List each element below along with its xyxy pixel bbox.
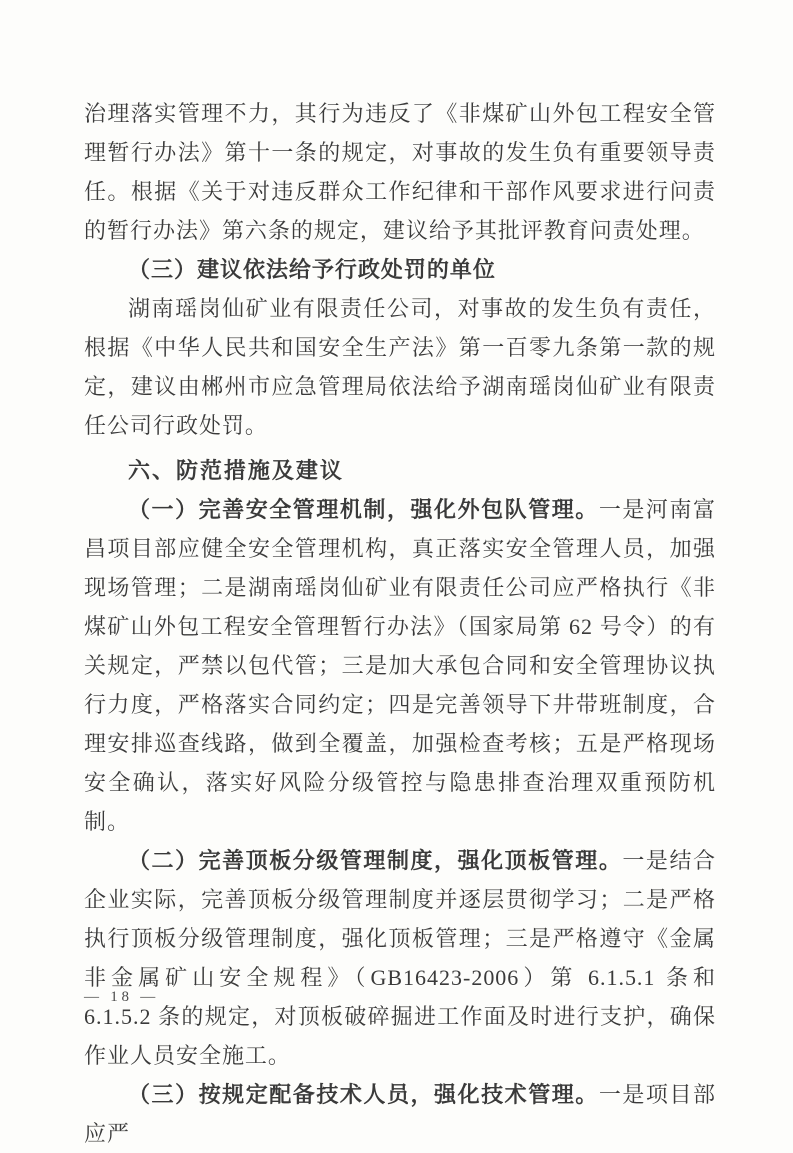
heading-penalty-unit: （三）建议依法给予行政处罚的单位 — [128, 257, 496, 282]
measure-2-lead: （二）完善顶板分级管理制度，强化顶板管理。 — [128, 848, 623, 873]
document-body — [84, 94, 716, 1153]
page-number: — 18 — — [84, 989, 159, 1005]
paragraph-measure-1 — [84, 490, 716, 841]
paragraph-penalty-unit: 湖南瑶岗仙矿业有限责任公司，对事故的发生负有责任，根据《中华人民共和国安全生产法》第一百零九条第一款的规定，建议由郴州市应急管理局依法给予湖南瑶岗仙矿业有限责任公司行政处罚。 — [84, 296, 716, 438]
paragraph-continuation: 治理落实管理不力，其行为违反了《非煤矿山外包工程安全管理暂行办法》第十一条的规定，对事故的发生负有重要领导责任。根据《关于对违反群众工作纪律和干部作风要求进行问责的暂行办法》第六条的规定，建议给予其批评教育问责处理。 — [84, 101, 716, 243]
measure-1-lead: （一）完善安全管理机制，强化外包队管理。 — [128, 497, 599, 522]
heading-chapter-six: 六、防范措施及建议 — [128, 458, 344, 483]
paragraph-measure-3 — [84, 1075, 716, 1153]
measure-1-body: 一是河南富昌项目部应健全安全管理机构，真正落实安全管理人员，加强现场管理；二是湖南瑶岗仙矿业有限责任公司应严格执行《非煤矿山外包工程安全管理暂行办法》（国家局第 62 号令）的有关规定，严禁以包代管；三是加大承包合同和安全管理协议执行力度，严格落实合同约定；四是完善领导下井带班制度，合理安排巡查线路，做到全覆盖，加强检查考核；五是严格现场安全确认，落实好风险分级管控与隐患排查治理双重预防机制。 — [84, 497, 717, 834]
measure-2-body: 一是结合企业实际，完善顶板分级管理制度并逐层贯彻学习；二是严格执行顶板分级管理制度，强化顶板管理；三是严格遵守《金属非金属矿山安全规程》（GB16423-2006）第 6.1.5.1 条和 6.1.5.2 条的规定，对顶板破碎掘进工作面及时进行支护，确保作业人员安全施工。 — [84, 848, 716, 1068]
measure-3-lead: （三）按规定配备技术人员，强化技术管理。 — [128, 1082, 599, 1107]
measure-3-body: 一是项目部应严 — [84, 1082, 717, 1146]
paragraph-measure-2 — [84, 841, 716, 1075]
